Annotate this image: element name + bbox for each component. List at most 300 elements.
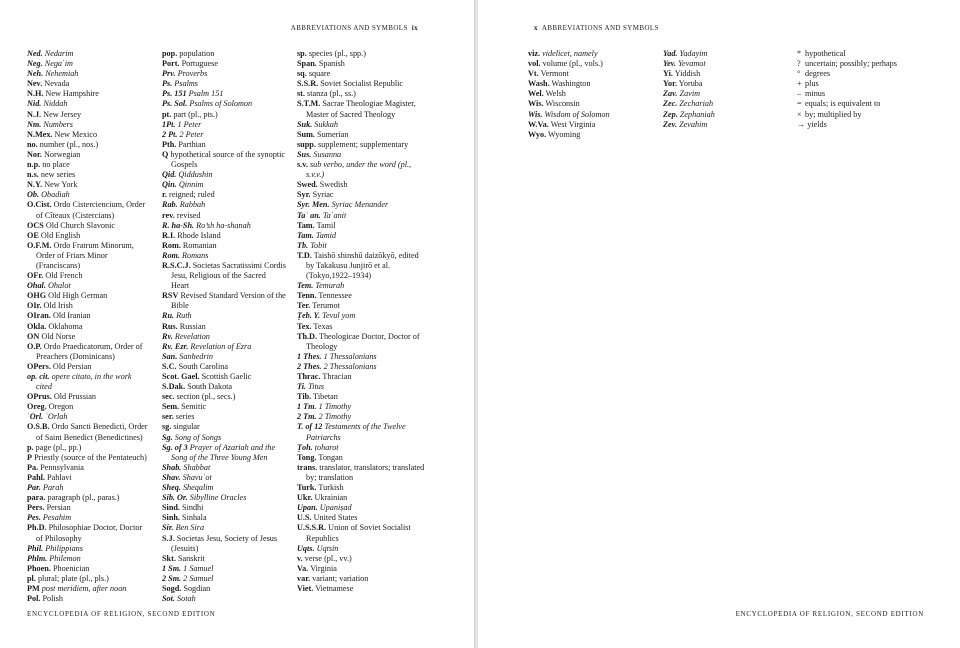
abbreviation-term: Rab. (162, 200, 178, 210)
abbreviation-term: Sg. of 3 (162, 442, 188, 452)
abbreviation-term: Rom. (162, 240, 181, 250)
abbreviation-definition: Qinnim (178, 180, 204, 190)
symbols-list (797, 49, 947, 130)
abbreviation-term: Ti. (297, 382, 307, 392)
abbreviation-term: Sg. (162, 432, 173, 442)
abbreviation-definition: New York (44, 180, 78, 190)
abbreviation-entry (297, 99, 425, 119)
symbol-glyph: × (797, 109, 802, 119)
abbreviation-definition: videlicet, namely (542, 49, 598, 58)
abbreviation-definition: ṭoharot (314, 442, 339, 452)
abbreviation-definition: Negaʿim (44, 59, 73, 69)
symbol-definition: yields (807, 119, 827, 129)
abbreviation-definition: square (308, 69, 331, 79)
abbreviation-definition: Testaments of the Twelve Patriarchs (306, 422, 406, 442)
abbreviation-definition: Ruth (176, 311, 192, 321)
symbol-entry (797, 49, 947, 59)
abbreviation-entry (162, 534, 286, 554)
abbreviation-entry (297, 281, 425, 291)
abbreviation-definition: Terumot (312, 301, 340, 311)
abbreviation-entry (162, 574, 286, 584)
abbreviation-term: S.C. (162, 361, 177, 371)
abbreviation-definition: page (pl., pp.) (35, 442, 82, 452)
abbreviation-definition: Sogdian (183, 583, 211, 593)
abbreviation-definition: Spanish (318, 59, 345, 69)
abbreviation-term: Vt. (528, 69, 539, 79)
abbreviation-definition: New Jersey (43, 109, 82, 119)
abbreviation-term: OCS (27, 220, 44, 230)
abbreviation-entry (162, 251, 286, 261)
abbreviation-entry (297, 463, 425, 483)
abbreviation-definition: Zevahim (679, 119, 708, 129)
abbreviation-definition: 1 Peter (177, 119, 202, 129)
abbreviation-term: Phil. (27, 543, 44, 553)
abbreviation-entry (297, 392, 425, 402)
abbreviation-definition: Zechariah (679, 99, 714, 109)
abbreviation-entry (162, 221, 286, 231)
abbreviation-definition: population (179, 49, 215, 58)
abbreviation-entry (663, 89, 783, 99)
abbreviation-definition: Taʿanit (322, 210, 347, 220)
abbreviation-definition: South Carolina (178, 361, 228, 371)
abbreviation-term: ʿOrl. (27, 412, 44, 422)
abbreviation-definition: Sibylline Oracles (189, 493, 247, 503)
abbreviation-term: Oreg. (27, 402, 47, 412)
symbol-definition: equals; is equivalent to (805, 99, 881, 109)
symbol-glyph: – (797, 89, 802, 99)
abbreviation-definition: opere citato, in the work cited (36, 372, 132, 392)
abbreviation-term: S.J. (162, 533, 175, 543)
abbreviation-definition: Old Prussian (53, 392, 96, 402)
abbreviation-definition: Revelation (174, 331, 210, 341)
abbreviation-definition: Titus (308, 382, 325, 392)
abbreviation-term: op. cit. (27, 372, 50, 381)
abbreviation-term: Sum. (297, 129, 315, 139)
abbreviation-entry (162, 372, 286, 382)
abbreviation-definition: Tamil (316, 220, 336, 230)
abbreviation-definition: supplement; supplementary (317, 139, 409, 149)
abbreviation-definition: 1 Samuel (183, 563, 214, 573)
abbreviation-term: Ps. Sol. (162, 99, 188, 109)
abbreviation-entry (27, 372, 149, 392)
abbreviation-term: N.Mex. (27, 129, 53, 139)
abbreviation-term: Tam. (297, 220, 315, 230)
abbreviation-term: Pes. (27, 513, 41, 523)
abbreviation-term: U.S. (297, 513, 312, 523)
abbreviation-definition: Prayer of Azariah and the Song of the Three Young Men (171, 442, 276, 462)
abbreviation-definition: Old French (45, 271, 83, 281)
abbreviation-term: O.S.B. (27, 422, 50, 432)
abbreviation-term: p. (27, 442, 34, 452)
abbreviation-entry (27, 594, 149, 604)
abbreviation-term: O.P. (27, 341, 42, 351)
symbol-definition: by; multiplied by (805, 109, 862, 119)
abbreviation-term: pt. (162, 109, 172, 119)
page-number: x (534, 24, 538, 32)
abbreviation-entry (162, 311, 286, 321)
abbreviation-term: Pers. (27, 503, 45, 513)
abbreviation-definition: 1 Timothy (318, 402, 352, 412)
abbreviation-definition: Zephaniah (679, 109, 715, 119)
abbreviation-entry (27, 584, 149, 594)
abbreviation-entry (27, 271, 149, 281)
running-head-title: ABBREVIATIONS AND SYMBOLS (541, 24, 659, 32)
abbreviation-definition: Philosophiae Doctor, Doctor of Philosophy (36, 523, 143, 543)
abbreviation-entry (663, 120, 783, 130)
abbreviation-definition: plural; plate (pl., pls.) (37, 573, 109, 583)
abbreviation-definition: Turkish (318, 483, 344, 493)
abbreviation-definition: translator, translators; translated by; translation (306, 462, 425, 482)
abbreviation-definition: Semitic (181, 402, 207, 412)
abbreviation-entry (162, 554, 286, 564)
abbreviation-entry (663, 69, 783, 79)
abbreviation-term: Rom. (162, 250, 180, 260)
abbreviation-entry (162, 392, 286, 402)
abbreviation-term: Tex. (297, 321, 312, 331)
abbreviation-term: Wash. (528, 79, 550, 89)
abbreviation-entry (663, 59, 783, 69)
abbreviation-entry (297, 352, 425, 362)
abbreviation-entry (27, 332, 149, 342)
abbreviation-definition: West Virginia (550, 119, 596, 129)
abbreviation-term: Rus. (162, 321, 178, 331)
abbreviation-definition: variant; variation (312, 573, 369, 583)
abbreviation-entry (27, 392, 149, 402)
abbreviation-entry (297, 544, 425, 554)
abbreviation-term: Sinh. (162, 513, 180, 523)
abbreviation-definition: Priestly (source of the Pentateuch) (34, 452, 147, 462)
abbreviation-definition: Uqtsin (316, 543, 339, 553)
abbreviation-definition: 2 Samuel (183, 573, 214, 583)
abbreviation-entry (297, 453, 425, 463)
abbreviation-term: N.Y. (27, 180, 43, 190)
running-head (291, 24, 422, 32)
abbreviation-entry (162, 473, 286, 483)
abbreviation-term: 2 Pt. (162, 129, 178, 139)
abbreviation-entry (297, 372, 425, 382)
abbreviation-entry (297, 79, 425, 89)
abbreviation-entry (27, 402, 149, 412)
abbreviation-definition: Zavim (679, 89, 700, 99)
abbreviation-definition: part (pl., pts.) (173, 109, 218, 119)
abbreviation-entry (297, 362, 425, 372)
abbreviation-definition: Proverbs (177, 69, 208, 79)
abbreviation-entry (297, 332, 425, 352)
abbreviation-entry (162, 130, 286, 140)
symbol-definition: hypothetical (805, 49, 846, 58)
abbreviation-entry (162, 433, 286, 443)
abbreviation-term: pop. (162, 49, 178, 58)
abbreviation-entry (162, 140, 286, 150)
abbreviation-term: Wis. (528, 99, 544, 109)
abbreviation-entry (663, 99, 783, 109)
abbreviation-definition: Taishō shinshū daizōkyō, edited by Takakusu Junjirō et al. (Tokyo,1922–1934) (306, 250, 419, 281)
symbol-entry (797, 110, 947, 120)
abbreviation-definition: sub verbo, under the word (pl., s.v.v.) (306, 160, 412, 180)
abbreviation-entry (27, 523, 149, 543)
abbreviation-term: Nor. (27, 149, 42, 159)
abbreviation-definition: Ordo Cisterciencium, Order of Cîteaux (Cistercians) (36, 200, 146, 220)
abbreviation-term: Nev. (27, 79, 43, 89)
abbreviation-definition: 2 Thessalonians (323, 361, 377, 371)
abbreviation-definition: Ordo Sancti Benedicti, Order of Saint Benedict (Benedictines) (36, 422, 148, 442)
abbreviation-entry (27, 160, 149, 170)
abbreviation-definition: Ordo Fratrum Minorum, Order of Friars Minor (Franciscans) (36, 240, 134, 270)
abbreviation-term: Ohal. (27, 281, 46, 291)
abbreviation-entry (162, 261, 286, 291)
abbreviation-entry (27, 322, 149, 332)
abbreviation-definition: Ordo Praedicatorum, Order of Preachers (Dominicans) (36, 341, 143, 361)
abbreviation-term: Wel. (528, 89, 544, 99)
abbreviation-definition: Philemon (49, 553, 81, 563)
abbreviation-definition: Syriac (312, 190, 334, 200)
abbreviation-entry (162, 120, 286, 130)
abbreviation-definition: Philippians (45, 543, 83, 553)
abbreviation-term: Rv. Ezr. (162, 341, 189, 351)
abbreviation-definition: New Hampshire (45, 89, 99, 99)
abbreviation-entry (27, 99, 149, 109)
abbreviation-definition: Revised Standard Version of the Bible (171, 291, 286, 311)
abbreviation-term: Ps. (162, 79, 173, 89)
abbreviation-term: Yev. (663, 59, 677, 69)
abbreviation-term: Ṭeb. Y. (297, 311, 321, 321)
abbreviation-term: Tenn. (297, 291, 317, 301)
abbreviation-term: Tam. (297, 230, 314, 240)
symbol-glyph: → (797, 119, 806, 129)
abbreviation-definition: Union of Soviet Socialist Republics (306, 523, 411, 543)
abbreviation-definition: Tennessee (318, 291, 352, 301)
abbreviation-entry (27, 79, 149, 89)
abbreviation-entry (162, 322, 286, 332)
abbreviation-entry (528, 59, 654, 69)
abbreviation-term: Tib. (297, 392, 312, 402)
abbreviation-entry (27, 342, 149, 362)
abbreviation-definition: Vermont (540, 69, 569, 79)
abbreviation-term: PM (27, 583, 40, 593)
abbreviation-term: supp. (297, 139, 316, 149)
abbreviation-definition: Scottish Gaelic (201, 372, 252, 381)
abbreviation-definition: Oklahoma (48, 321, 83, 331)
abbreviation-definition: Yadayim (679, 49, 708, 58)
abbreviation-term: Upan. (297, 503, 318, 513)
abbreviation-definition: Upaniṣad (319, 503, 352, 513)
abbreviation-term: Pth. (162, 139, 177, 149)
abbreviation-term: trans. (297, 462, 318, 472)
abbreviation-term: Zep. (663, 109, 678, 119)
abbreviation-definition: Nedarim (44, 49, 74, 58)
abbreviation-definition: Tobit (310, 240, 327, 250)
abbreviation-term: Qin. (162, 180, 177, 190)
abbreviation-definition: Sindhi (182, 503, 204, 513)
abbreviation-definition: Old Norse (41, 331, 76, 341)
abbreviation-term: sec. (162, 392, 175, 402)
abbreviation-term: Syr. (297, 190, 311, 200)
abbreviation-entry (27, 59, 149, 69)
abbreviation-definition: Oregon (48, 402, 74, 412)
abbreviation-definition: Societas Sacratissimi Cordis Jesu, Religious of the Sacred Heart (171, 260, 286, 291)
abbreviation-entry (27, 412, 149, 422)
abbreviation-term: Yi. (663, 69, 673, 79)
abbreviation-definition: Temurah (315, 281, 345, 291)
abbreviation-column-2 (162, 49, 286, 604)
abbreviation-entry (27, 170, 149, 180)
abbreviation-definition: Qiddushin (178, 170, 213, 180)
abbreviation-term: r. (162, 190, 167, 200)
abbreviation-term: Pahl. (27, 472, 45, 482)
abbreviation-entry (27, 301, 149, 311)
abbreviation-term: s.v. (297, 160, 308, 170)
abbreviation-entry (297, 200, 425, 210)
abbreviation-term: 1 Sm. (162, 563, 182, 573)
abbreviation-definition: Sanhedrin (179, 351, 213, 361)
abbreviation-entry (27, 89, 149, 99)
abbreviation-term: ser. (162, 412, 174, 422)
abbreviation-entry (297, 443, 425, 453)
abbreviation-entry (528, 120, 654, 130)
abbreviation-entry (162, 463, 286, 473)
abbreviation-term: Tb. (297, 240, 309, 250)
abbreviation-definition: stanza (pl., ss.) (307, 89, 356, 99)
abbreviation-term: R. ha-Sh. (162, 220, 195, 230)
abbreviation-term: Swed. (297, 180, 318, 190)
symbol-entry (797, 69, 947, 79)
abbreviation-entry (297, 59, 425, 69)
abbreviation-term: sg. (162, 422, 172, 432)
abbreviation-term: W.Va. (528, 119, 549, 129)
abbreviation-definition: Sanskrit (177, 553, 205, 563)
abbreviation-term: Tong. (297, 452, 317, 462)
abbreviation-entry (297, 69, 425, 79)
abbreviation-definition: volume (pl., vols.) (542, 59, 603, 69)
abbreviation-term: Prv. (162, 69, 176, 79)
abbreviation-entry (162, 89, 286, 99)
abbreviation-column-3 (297, 49, 425, 594)
abbreviation-definition: verse (pl., vv.) (304, 553, 352, 563)
abbreviation-entry (27, 49, 149, 59)
abbreviation-entry (162, 291, 286, 311)
abbreviation-term: Ps. 151 (162, 89, 187, 99)
abbreviation-definition: Niddah (43, 99, 68, 109)
abbreviation-term: var. (297, 573, 311, 583)
abbreviation-entry (297, 564, 425, 574)
abbreviation-term: O.F.M. (27, 240, 52, 250)
abbreviation-entry (663, 49, 783, 59)
abbreviation-entry (162, 382, 286, 392)
abbreviation-term: OPers. (27, 361, 51, 371)
abbreviation-term: Syr. Men. (297, 200, 330, 210)
abbreviation-definition: Psalms (174, 79, 198, 89)
abbreviation-entry (162, 69, 286, 79)
abbreviation-term: Wyo. (528, 129, 547, 139)
abbreviation-entry (27, 140, 149, 150)
abbreviation-definition: Old Persian (52, 361, 92, 371)
abbreviation-term: N.H. (27, 89, 44, 99)
abbreviation-term: Nid. (27, 99, 42, 109)
abbreviation-definition: Parthian (178, 139, 206, 149)
abbreviation-term: 1Pt. (162, 119, 176, 129)
abbreviation-term: st. (297, 89, 305, 99)
page-footer: ENCYCLOPEDIA OF RELIGION, SECOND EDITION (27, 610, 216, 618)
abbreviation-term: Nm. (27, 119, 42, 129)
abbreviation-entry (297, 130, 425, 140)
abbreviation-definition: Song of Songs (174, 432, 222, 442)
abbreviation-term: Phoen. (27, 563, 51, 573)
abbreviation-entry (27, 311, 149, 321)
abbreviation-entry (27, 463, 149, 473)
abbreviation-entry (297, 554, 425, 564)
abbreviation-definition: Old English (40, 230, 81, 240)
abbreviation-entry (27, 443, 149, 453)
abbreviation-entry (162, 150, 286, 170)
abbreviation-term: Sus. (297, 149, 312, 159)
abbreviation-entry (27, 422, 149, 442)
abbreviation-entry (297, 422, 425, 442)
abbreviation-term: Thrac. (297, 372, 321, 381)
abbreviation-definition: Vietnamese (315, 583, 354, 593)
abbreviation-definition: Obadiah (41, 190, 70, 200)
abbreviation-entry (27, 291, 149, 301)
abbreviation-definition: Soviet Socialist Republic (320, 79, 403, 89)
abbreviation-entry (297, 412, 425, 422)
abbreviation-entry (297, 493, 425, 503)
abbreviation-definition: singular (173, 422, 200, 432)
abbreviation-entry (162, 513, 286, 523)
abbreviation-definition: hypothetical source of the synoptic Gospels (170, 149, 286, 170)
abbreviation-definition: Pesahim (42, 513, 72, 523)
abbreviation-definition: Romanian (182, 240, 217, 250)
abbreviation-term: Taʿ an. (297, 210, 321, 220)
abbreviation-entry (528, 49, 654, 59)
abbreviation-column-5 (663, 49, 783, 130)
abbreviation-definition: New Mexico (54, 129, 98, 139)
abbreviation-definition: Ben Sira (175, 523, 205, 533)
page-number: ix (411, 24, 418, 32)
abbreviation-term: Pol. (27, 594, 41, 604)
abbreviation-entry (27, 150, 149, 160)
abbreviation-definition: Rhode Island (177, 230, 221, 240)
abbreviation-definition: Yoruba (678, 79, 703, 89)
abbreviation-entry (162, 483, 286, 493)
symbol-entry (797, 59, 947, 69)
abbreviation-entry (297, 140, 425, 150)
abbreviation-definition: series (175, 412, 195, 422)
abbreviation-term: T.D. (297, 250, 312, 260)
abbreviation-term: Sheq. (162, 483, 181, 493)
abbreviation-definition: Wisdom of Solomon (544, 109, 610, 119)
abbreviation-definition: post meridiem, after noon (41, 583, 127, 593)
abbreviation-term: Ned. (27, 49, 43, 58)
abbreviation-entry (528, 110, 654, 120)
symbol-glyph: = (797, 99, 802, 109)
abbreviation-entry (27, 231, 149, 241)
abbreviation-definition: Sotah (177, 594, 196, 604)
abbreviation-definition: Shavuʿot (182, 472, 212, 482)
abbreviation-term: N.J. (27, 109, 42, 119)
abbreviation-term: Zev. (663, 119, 678, 129)
abbreviation-entry (27, 130, 149, 140)
abbreviation-entry (27, 493, 149, 503)
abbreviation-term: Ukr. (297, 493, 313, 503)
symbol-definition: plus (805, 79, 819, 89)
abbreviation-definition: Sumerian (317, 129, 349, 139)
abbreviation-definition: Old High German (48, 291, 108, 301)
abbreviation-term: R.S.C.J. (162, 260, 191, 270)
abbreviation-entry (27, 544, 149, 554)
abbreviation-term: Ru. (162, 311, 175, 321)
abbreviation-term: Ṭoh. (297, 442, 313, 452)
abbreviation-entry (162, 594, 286, 604)
abbreviation-entry (27, 190, 149, 200)
